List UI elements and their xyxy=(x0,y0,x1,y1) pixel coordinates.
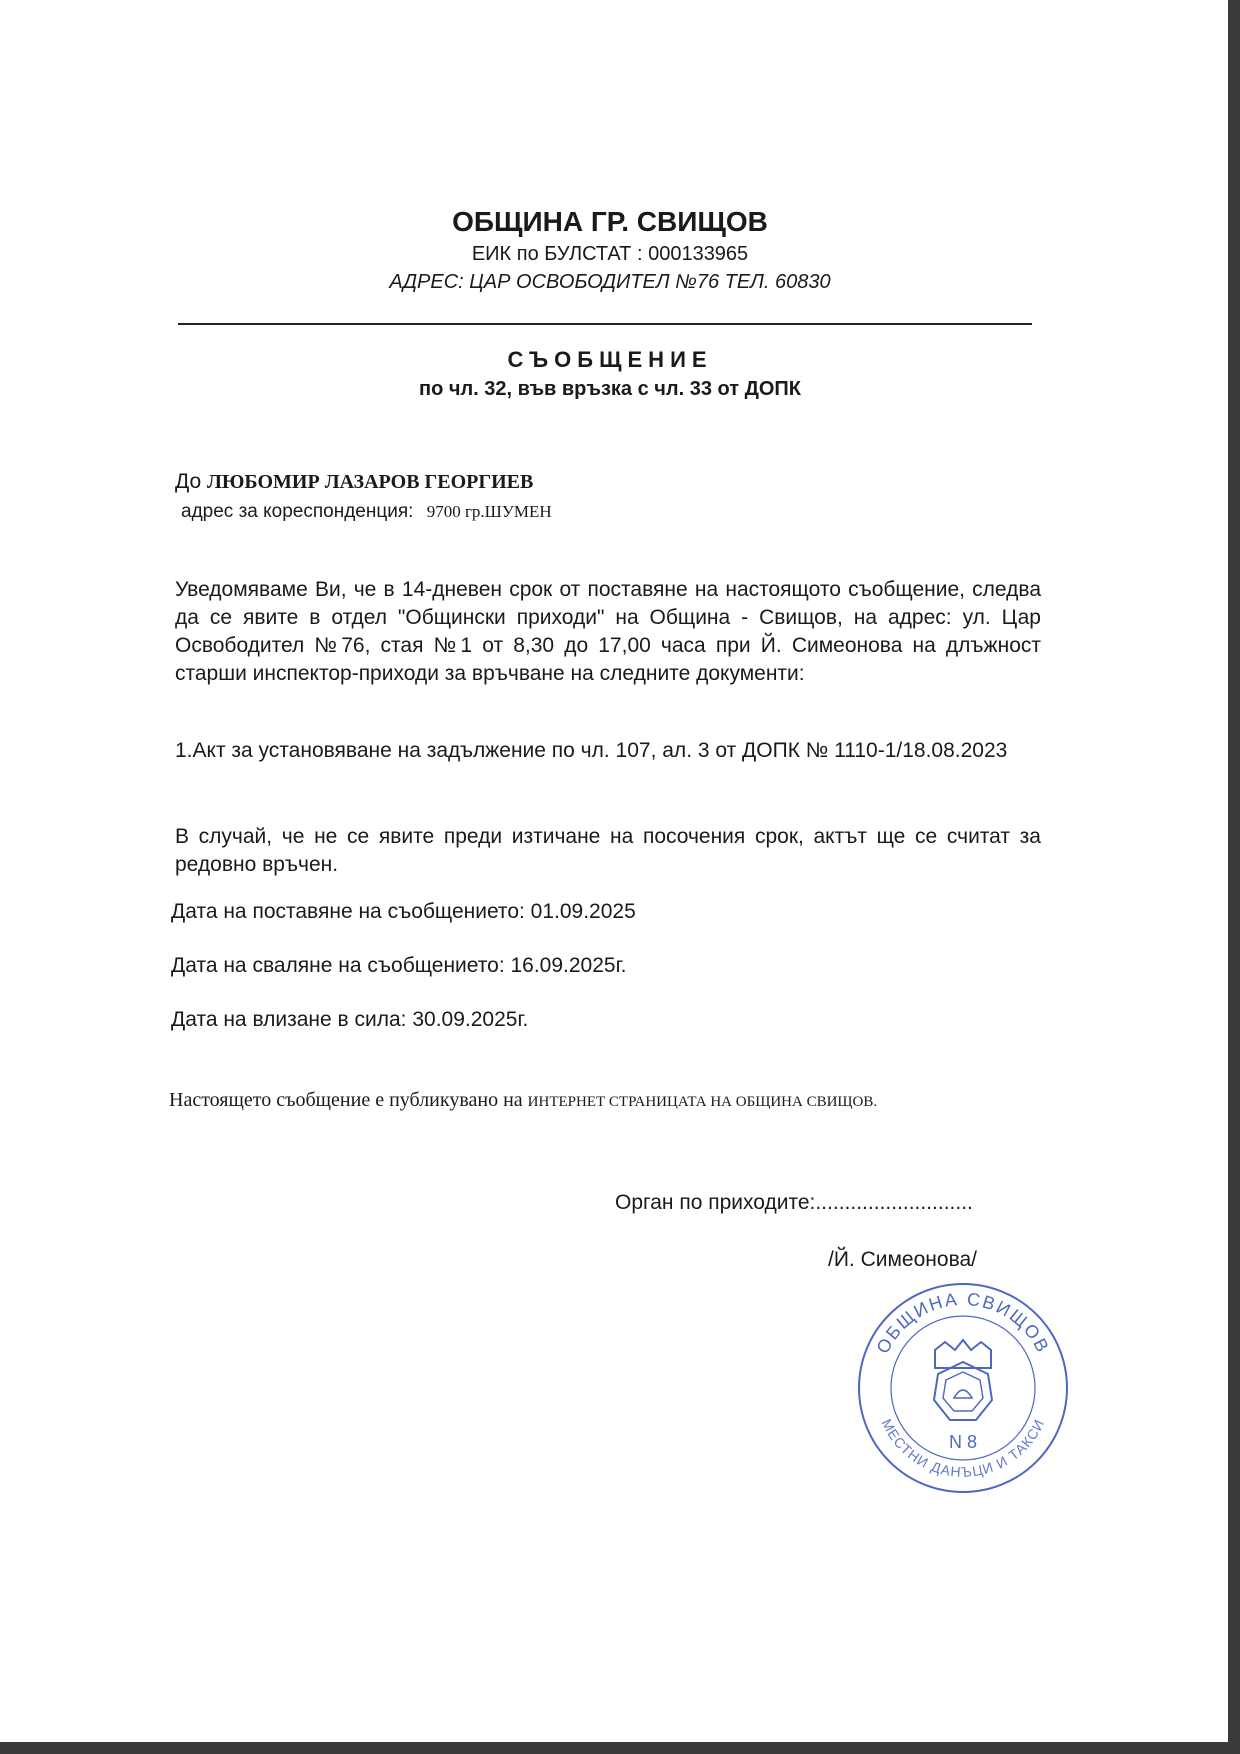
notice-paragraph: Уведомяваме Ви, че в 14-дневен срок от поставяне на настоящото съобщение, следва да се явите в отдел "Общински приходи" на Община - Свищов, на адрес: ул. Цар Освободител №76, стая №1 от 8,30 до 17,00 часа при Й. Симеонова на длъжност старши инспектор-приходи за връчване на следните документи: xyxy=(175,578,1041,685)
document-list-item: 1.Акт за установяване на задължение по чл. 107, ал. 3 от ДОПК № 1110-1/18.08.2023 xyxy=(175,739,1008,762)
document-title: СЪОБЩЕНИЕ xyxy=(507,347,713,372)
stamp-top-text: ОБЩИНА СВИЩОВ xyxy=(872,1288,1054,1357)
correspondence-address: 9700 гр.ШУМЕН xyxy=(426,502,552,521)
header-divider xyxy=(178,323,1032,325)
posted-date: Дата на поставяне на съобщението: 01.09.2025 xyxy=(171,900,636,923)
effective-date: Дата на влизане в сила: 30.09.2025г. xyxy=(171,1008,529,1031)
removal-date: Дата на сваляне на съобщението: 16.09.2025г. xyxy=(171,954,627,977)
warning-paragraph: В случай, че не се явите преди изтичане на посочения срок, актът ще се считат за редовно връчен. xyxy=(175,825,1041,876)
publication-text: Настоящето съобщение е публикувано на xyxy=(169,1089,523,1111)
signer-name: /Й. Симеонова/ xyxy=(828,1248,977,1271)
organization-eik: ЕИК по БУЛСТАТ : 000133965 xyxy=(471,243,749,265)
document-subtitle: по чл. 32, във връзка с чл. 33 от ДОПК xyxy=(419,378,801,400)
organization-name: ОБЩИНА ГР. СВИЩОВ xyxy=(452,206,768,237)
signer-role: Орган по приходите:........................... xyxy=(615,1191,973,1214)
publication-site: ИНТЕРНЕТ СТРАНИЦАТА НА ОБЩИНА СВИЩОВ. xyxy=(527,1094,878,1110)
publication-note xyxy=(169,1089,877,1112)
organization-address: АДРЕС: ЦАР ОСВОБОДИТЕЛ №76 ТЕЛ. 60830 xyxy=(389,271,831,293)
stamp-number: N 8 xyxy=(948,1432,978,1452)
svg-text:ОБЩИНА СВИЩОВ xyxy=(872,1289,1053,1357)
recipient-name: ЛЮБОМИР ЛАЗАРОВ ГЕОРГИЕВ xyxy=(206,471,534,493)
scan-border-right xyxy=(1228,0,1240,1754)
recipient-prefix: До xyxy=(175,470,202,493)
official-stamp xyxy=(850,1270,1076,1498)
stamp-bottom-text: МЕСТНИ ДАНЪЦИ И ТАКСИ xyxy=(878,1416,1048,1480)
stamp-seal-icon xyxy=(850,1270,1076,1498)
recipient-line xyxy=(175,470,533,494)
correspondence-address-line xyxy=(181,501,552,523)
correspondence-label: адрес за кореспонденция: xyxy=(181,501,414,522)
scan-border-bottom xyxy=(0,1742,1240,1754)
